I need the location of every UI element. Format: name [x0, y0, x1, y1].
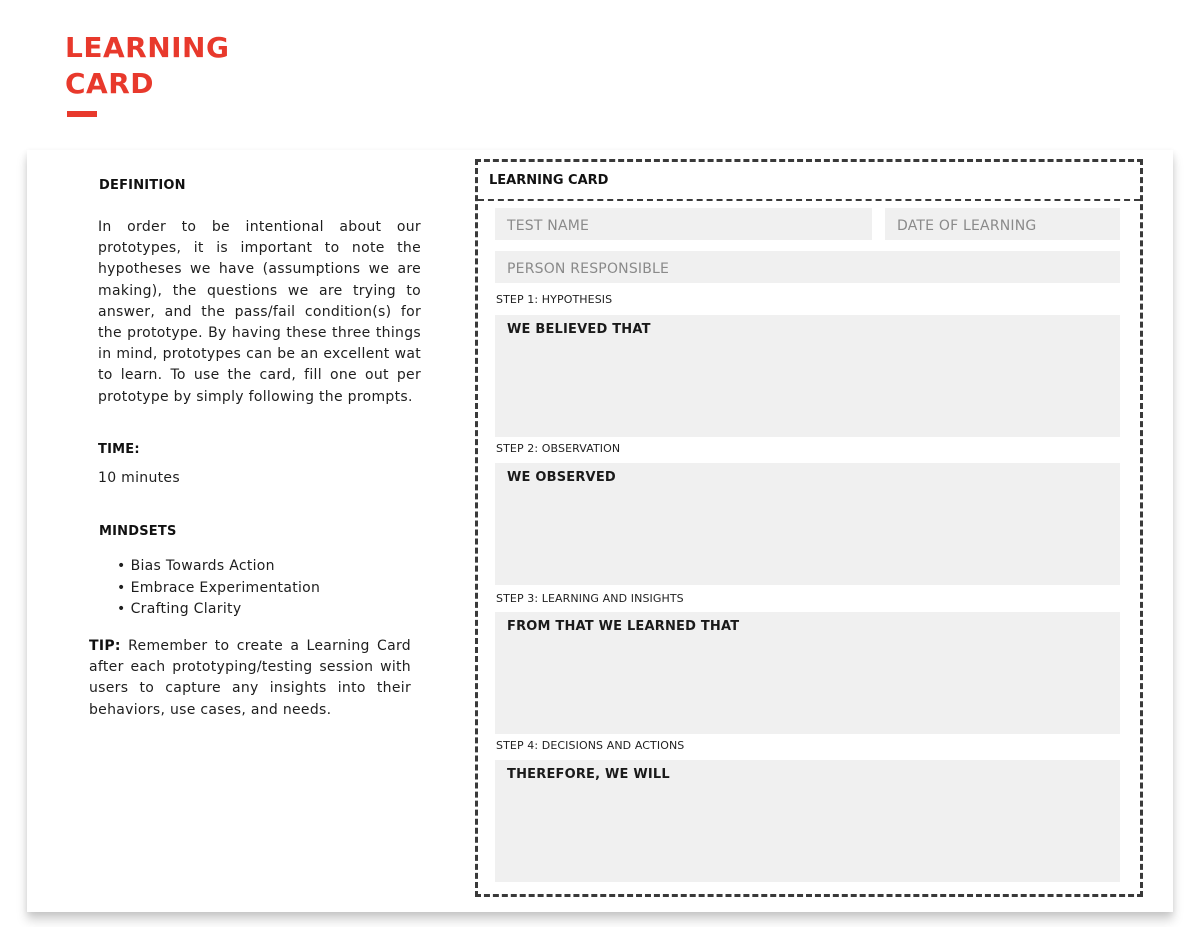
decisions-prompt: THEREFORE, WE WILL [507, 767, 670, 782]
list-item: • Embrace Experimentation [117, 578, 320, 600]
hypothesis-box[interactable] [495, 315, 1120, 437]
worksheet [27, 150, 1173, 912]
person-responsible-placeholder: PERSON RESPONSIBLE [507, 261, 670, 277]
decisions-box[interactable] [495, 760, 1120, 882]
hypothesis-prompt: WE BELIEVED THAT [507, 322, 651, 337]
learning-card-header [478, 162, 1140, 201]
date-of-learning-placeholder: DATE OF LEARNING [897, 218, 1037, 234]
page-title-line-1: LEARNING [65, 31, 230, 64]
learning-card-title: LEARNING CARD [489, 173, 609, 188]
insights-box[interactable] [495, 612, 1120, 734]
time-heading: TIME: [98, 442, 140, 457]
insights-prompt: FROM THAT WE LEARNED THAT [507, 619, 740, 634]
step-2-label: STEP 2: OBSERVATION [496, 442, 621, 455]
page-title-line-2: CARD [65, 67, 155, 100]
tip-text [89, 636, 411, 721]
list-item: • Bias Towards Action [117, 556, 320, 578]
tip-label: TIP: [89, 638, 121, 654]
test-name-placeholder: TEST NAME [507, 218, 590, 234]
person-responsible-field[interactable] [495, 251, 1120, 283]
step-4-label: STEP 4: DECISIONS AND ACTIONS [496, 739, 685, 752]
learning-card [475, 159, 1143, 897]
tip-body: Remember to create a Learning Card after each prototyping/testing session with users to capture any insights into their behaviors, use cases, and needs. [89, 638, 411, 718]
time-value: 10 minutes [98, 470, 180, 486]
mindsets-list [117, 556, 320, 621]
instructions-panel [27, 150, 467, 912]
title-accent-bar [67, 111, 97, 117]
date-of-learning-field[interactable] [885, 208, 1120, 240]
observation-prompt: WE OBSERVED [507, 470, 616, 485]
list-item: • Crafting Clarity [117, 599, 320, 621]
observation-box[interactable] [495, 463, 1120, 585]
mindsets-heading: MINDSETS [99, 524, 177, 539]
step-1-label: STEP 1: HYPOTHESIS [496, 293, 613, 306]
page-title [65, 30, 229, 102]
test-name-field[interactable] [495, 208, 872, 240]
definition-heading: DEFINITION [99, 178, 186, 193]
definition-text: In order to be intentional about our prototypes, it is important to note the hypotheses we have (assumptions we are making), the questions we are trying to answer, and the pass/fail condition(s) for the prototype. By having these three things in mind, prototypes can be an excellent wat to learn. To use the card, fill one out per prototype by simply following the prompts. [98, 219, 421, 405]
step-3-label: STEP 3: LEARNING AND INSIGHTS [496, 592, 684, 605]
